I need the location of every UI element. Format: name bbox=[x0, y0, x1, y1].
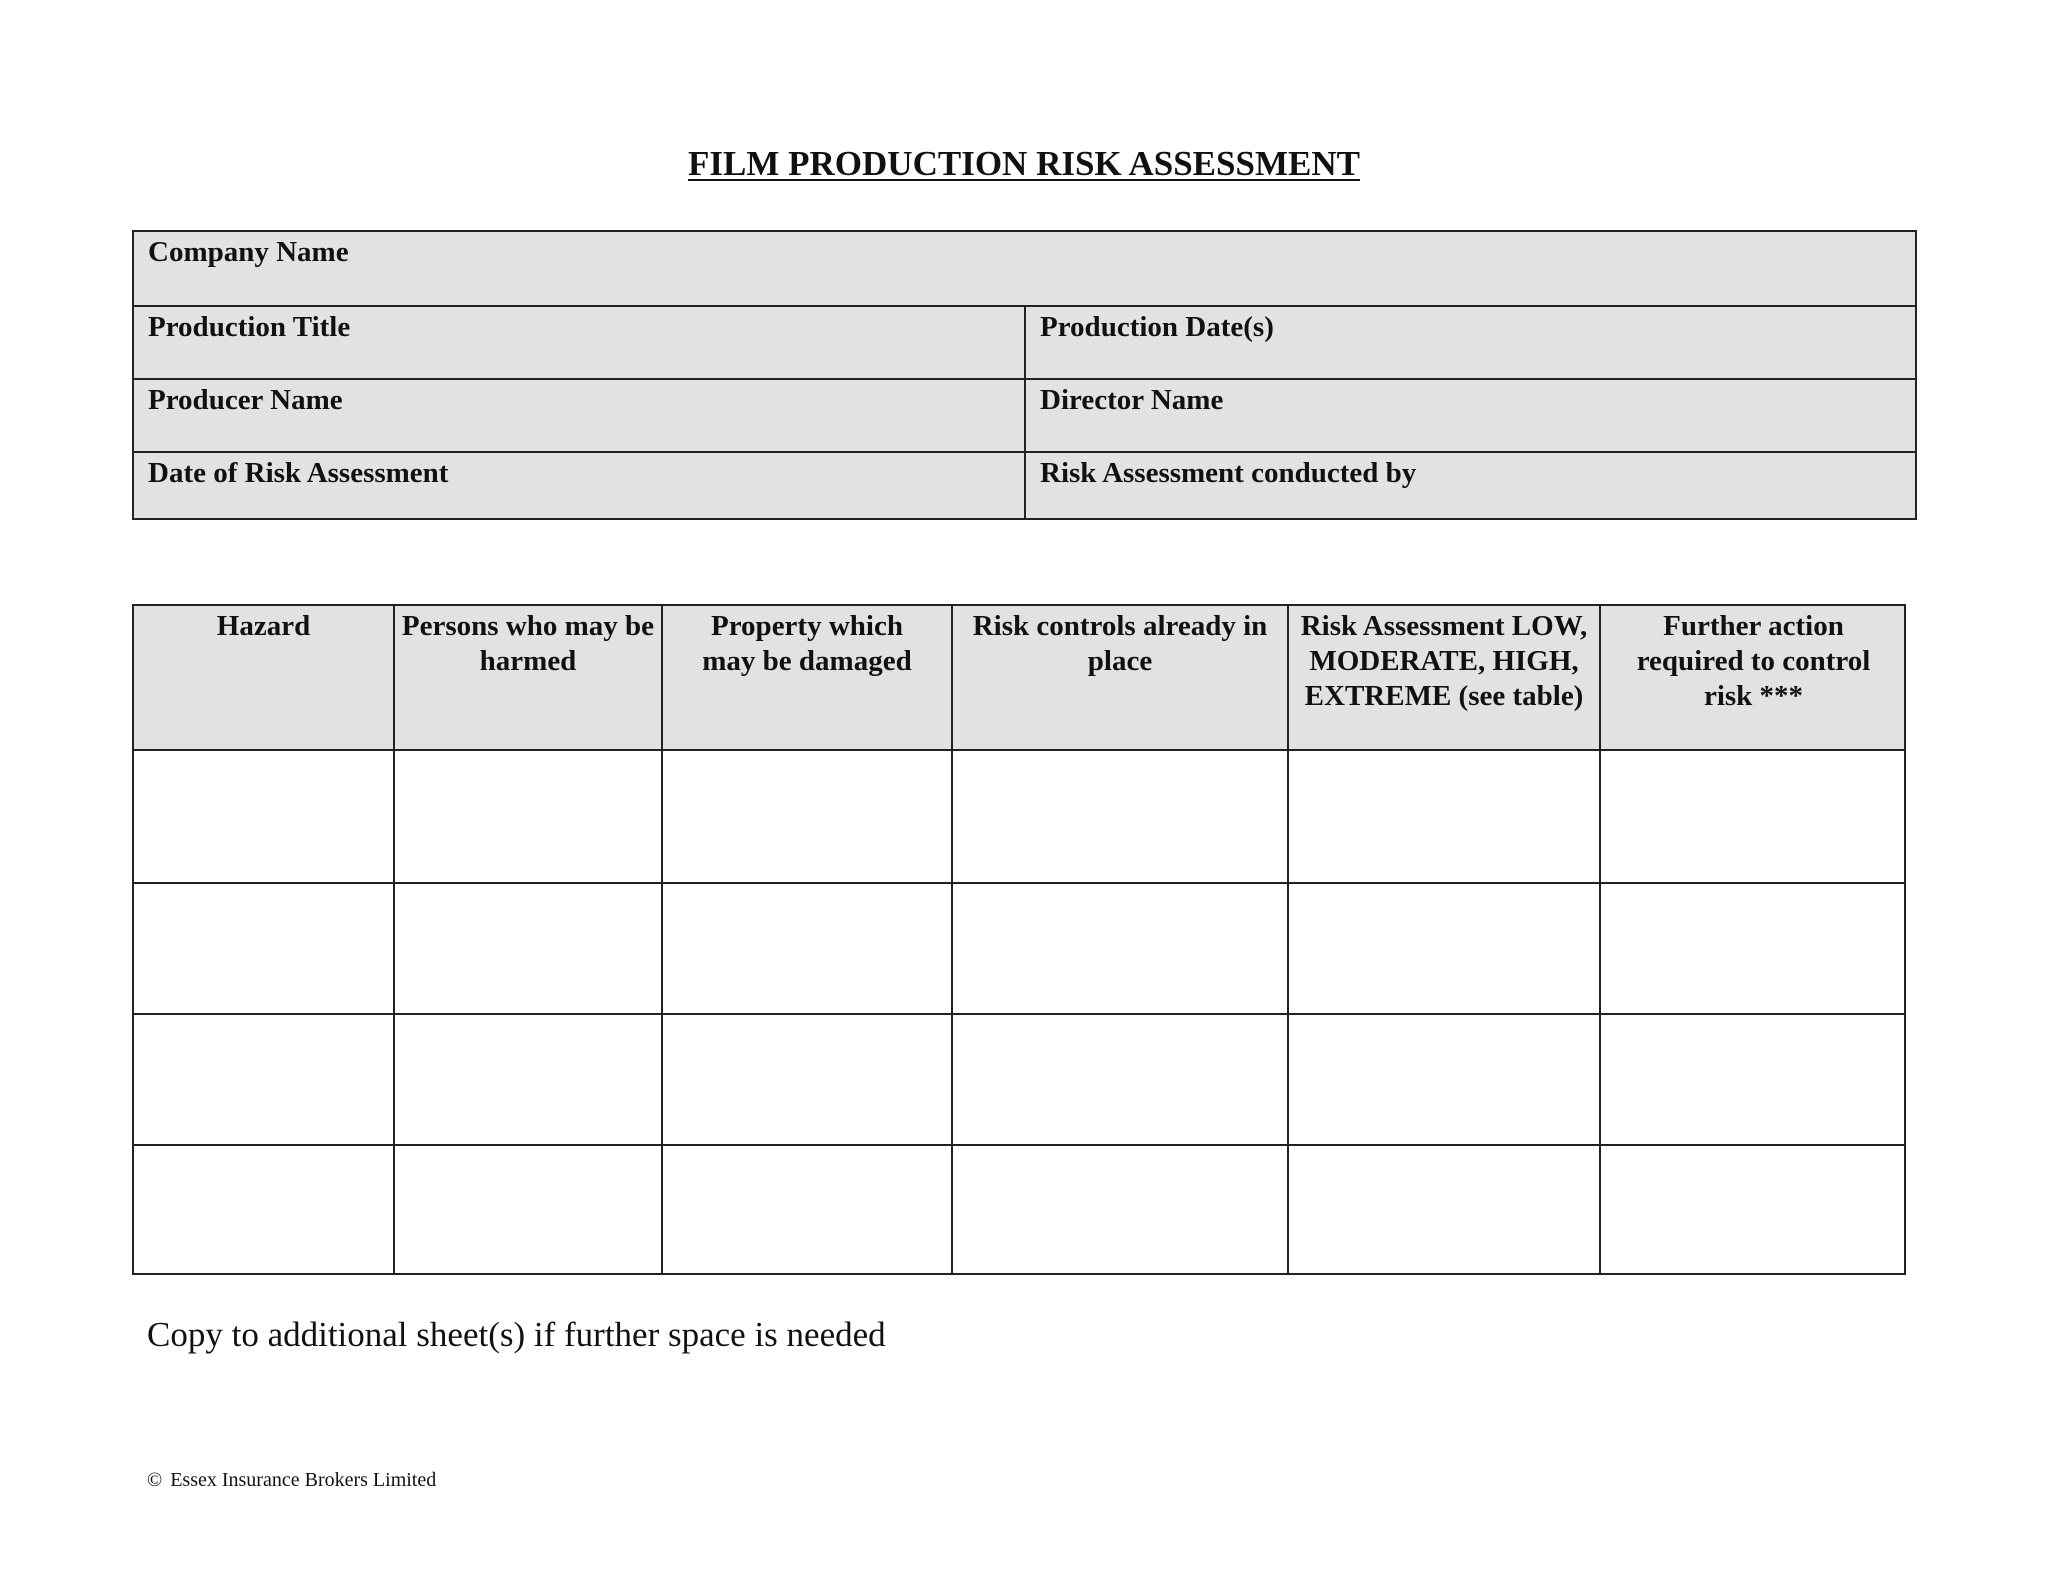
cell-risk-assessment[interactable] bbox=[1289, 751, 1601, 882]
table-row bbox=[134, 882, 1904, 1013]
company-name-field[interactable]: Company Name bbox=[148, 236, 349, 268]
header-property-damaged: Property which may be damaged bbox=[663, 606, 953, 749]
header-further-action: Further action required to control risk *** bbox=[1636, 610, 1871, 712]
copyright-icon: © bbox=[147, 1469, 163, 1491]
document-title: FILM PRODUCTION RISK ASSESSMENT bbox=[688, 144, 1360, 183]
cell-persons-harmed[interactable] bbox=[395, 1015, 663, 1144]
production-title-field[interactable]: Production Title bbox=[134, 307, 1026, 378]
cell-risk-assessment[interactable] bbox=[1289, 1015, 1601, 1144]
cell-property-damaged[interactable] bbox=[663, 884, 953, 1013]
cell-hazard[interactable] bbox=[134, 751, 395, 882]
details-row-production bbox=[134, 305, 1915, 378]
cell-risk-controls[interactable] bbox=[953, 751, 1289, 882]
risk-assessment-conducted-by-field[interactable]: Risk Assessment conducted by bbox=[1040, 457, 1417, 489]
cell-risk-controls[interactable] bbox=[953, 1146, 1289, 1275]
header-persons-harmed: Persons who may be harmed bbox=[395, 606, 663, 749]
cell-risk-assessment[interactable] bbox=[1289, 1146, 1601, 1275]
production-dates-field[interactable]: Production Date(s) bbox=[1040, 311, 1274, 343]
header-risk-controls: Risk controls already in place bbox=[953, 606, 1289, 749]
cell-risk-controls[interactable] bbox=[953, 1015, 1289, 1144]
cell-property-damaged[interactable] bbox=[663, 1146, 953, 1275]
cell-persons-harmed[interactable] bbox=[395, 1146, 663, 1275]
cell-further-action[interactable] bbox=[1601, 1015, 1906, 1144]
date-of-risk-assessment-field[interactable]: Date of Risk Assessment bbox=[134, 453, 1026, 520]
table-row bbox=[134, 751, 1904, 882]
cell-property-damaged[interactable] bbox=[663, 751, 953, 882]
table-row bbox=[134, 1144, 1904, 1275]
header-risk-assessment: Risk Assessment LOW, MODERATE, HIGH, EXTREME (see table) bbox=[1289, 606, 1601, 749]
cell-risk-assessment[interactable] bbox=[1289, 884, 1601, 1013]
producer-name-field[interactable]: Producer Name bbox=[134, 380, 1026, 451]
director-name-field[interactable]: Director Name bbox=[1040, 384, 1224, 416]
details-row-company bbox=[134, 232, 1915, 305]
cell-property-damaged[interactable] bbox=[663, 1015, 953, 1144]
cell-risk-controls[interactable] bbox=[953, 884, 1289, 1013]
cell-hazard[interactable] bbox=[134, 1146, 395, 1275]
header-hazard: Hazard bbox=[134, 606, 395, 749]
cell-further-action[interactable] bbox=[1601, 1146, 1906, 1275]
cell-hazard[interactable] bbox=[134, 1015, 395, 1144]
details-row-assessment bbox=[134, 451, 1915, 520]
details-row-people bbox=[134, 378, 1915, 451]
additional-sheets-note: Copy to additional sheet(s) if further space is needed bbox=[147, 1315, 886, 1354]
cell-hazard[interactable] bbox=[134, 884, 395, 1013]
cell-further-action[interactable] bbox=[1601, 884, 1906, 1013]
table-row bbox=[134, 1013, 1904, 1144]
table-header-row bbox=[134, 606, 1904, 751]
risk-assessment-table bbox=[132, 604, 1906, 1275]
production-details-box bbox=[132, 230, 1917, 520]
cell-further-action[interactable] bbox=[1601, 751, 1906, 882]
cell-persons-harmed[interactable] bbox=[395, 884, 663, 1013]
copyright-text: Essex Insurance Brokers Limited bbox=[170, 1469, 437, 1491]
cell-persons-harmed[interactable] bbox=[395, 751, 663, 882]
copyright-footer bbox=[147, 1470, 436, 1490]
